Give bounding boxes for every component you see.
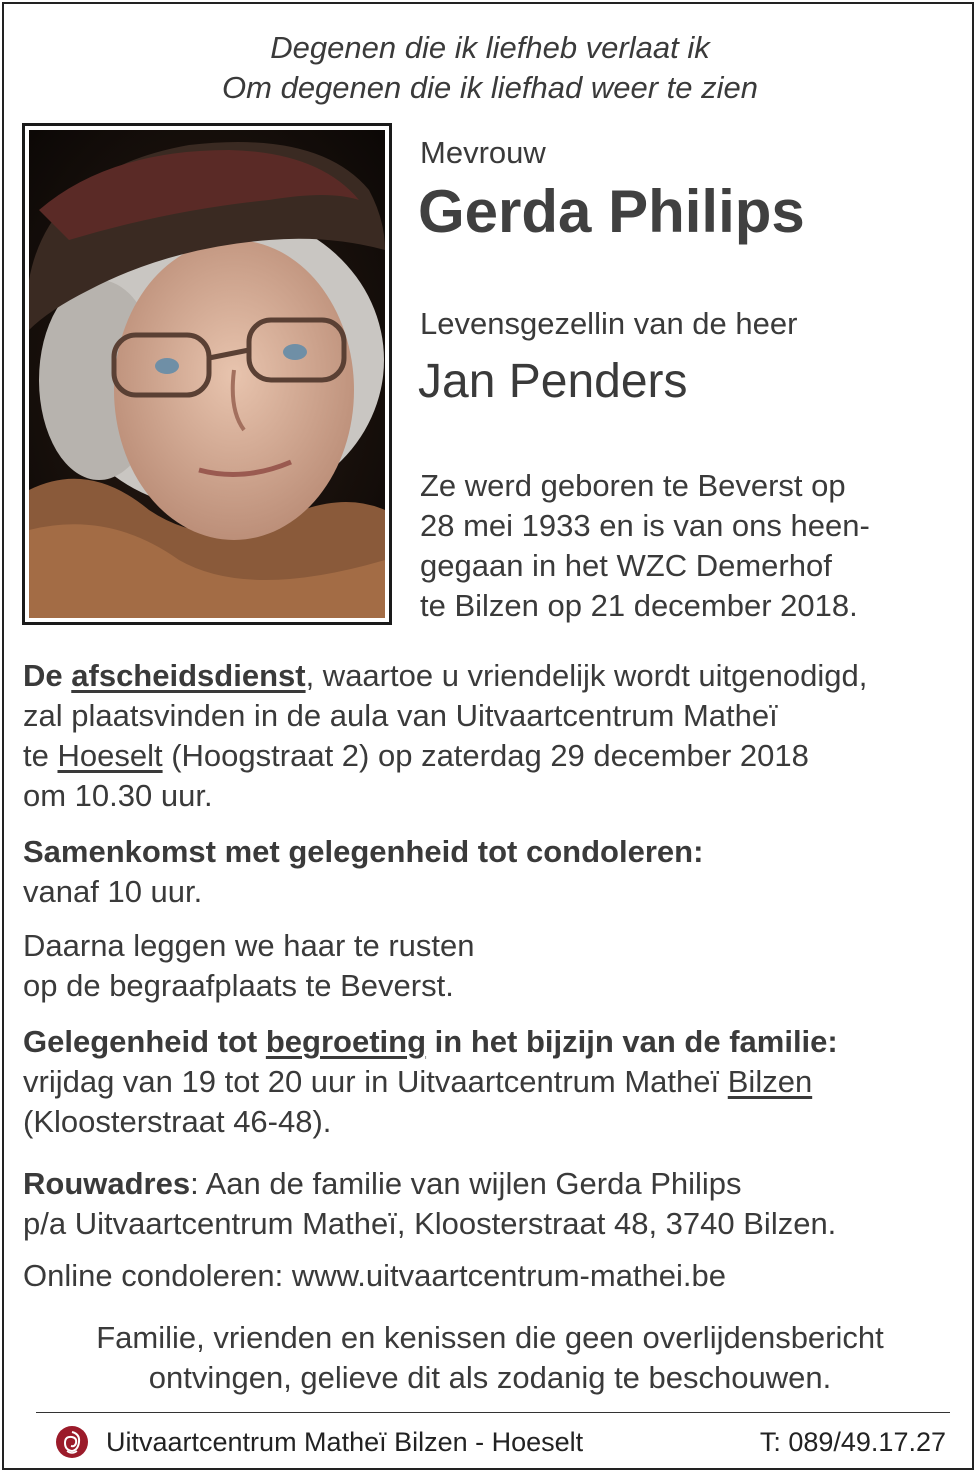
visitation-place: Bilzen	[727, 1064, 813, 1099]
relation-text: Levensgezellin van de heer	[420, 306, 798, 341]
life-line: gegaan in het WZC Demerhof	[420, 548, 832, 583]
footer-phone: T: 089/49.17.27	[759, 1427, 946, 1457]
portrait-icon	[29, 130, 385, 618]
rose-logo-icon	[55, 1425, 89, 1459]
visitation-term: begroeting	[265, 1024, 427, 1059]
gathering-line: vanaf 10 uur.	[23, 874, 203, 909]
notice-line-2: ontvingen, gelieve dit als zodanig te beschouwen.	[148, 1360, 832, 1395]
service-line-2: zal plaatsvinden in de aula van Uitvaartcentrum Matheï	[23, 698, 778, 733]
footer-divider	[36, 1412, 950, 1413]
salutation: Mevrouw	[420, 135, 546, 170]
online-condolence: Online condoleren: www.uitvaartcentrum-mathei.be	[23, 1258, 727, 1293]
life-line: 28 mei 1933 en is van ons heen-	[420, 508, 870, 543]
service-line-1: , waartoe u vriendelijk wordt uitgenodigd,	[305, 658, 868, 693]
life-summary	[420, 466, 870, 626]
quote-line-1: Degenen die ik liefheb verlaat ik	[270, 30, 710, 65]
burial-section	[23, 926, 475, 1006]
service-line-3: (Hoogstraat 2) op zaterdag 29 december 2018	[171, 738, 809, 773]
service-lead: De	[23, 658, 63, 693]
burial-line-1: Daarna leggen we haar te rusten	[23, 928, 475, 963]
visitation-line-1: vrijdag van 19 tot 20 uur in Uitvaartcentrum Matheï	[23, 1064, 720, 1099]
visitation-line-2: (Kloosterstraat 46-48).	[23, 1104, 332, 1139]
gathering-section	[23, 832, 703, 912]
visitation-section	[23, 1022, 838, 1142]
portrait-photo	[22, 123, 392, 625]
gathering-heading: Samenkomst met gelegenheid tot condoleren:	[23, 834, 704, 869]
deceased-name: Gerda Philips	[418, 178, 805, 245]
quote-line-2: Om degenen die ik liefhad weer te zien	[222, 70, 758, 105]
address-section	[23, 1164, 836, 1244]
service-line-3-pre: te	[23, 738, 49, 773]
service-term: afscheidsdienst	[71, 658, 306, 693]
partner-name: Jan Penders	[418, 355, 688, 408]
life-line: Ze werd geboren te Beverst op	[420, 468, 846, 503]
service-section	[23, 656, 867, 816]
visitation-heading-post: in het bijzijn van de familie:	[434, 1024, 838, 1059]
address-line-2: p/a Uitvaartcentrum Matheï, Kloosterstraat 48, 3740 Bilzen.	[23, 1206, 837, 1241]
life-line: te Bilzen op 21 december 2018.	[420, 588, 858, 623]
address-line-1: : Aan de familie van wijlen Gerda Philips	[190, 1166, 742, 1201]
address-label: Rouwadres	[23, 1166, 191, 1201]
burial-line-2: op de begraafplaats te Beverst.	[23, 968, 454, 1003]
notice-line-1: Familie, vrienden en kenissen die geen overlijdensbericht	[96, 1320, 884, 1355]
visitation-heading-pre: Gelegenheid tot	[23, 1024, 258, 1059]
footer-company-name: Uitvaartcentrum Matheï Bilzen - Hoeselt	[106, 1427, 584, 1457]
service-line-4: om 10.30 uur.	[23, 778, 213, 813]
service-place: Hoeselt	[57, 738, 163, 773]
